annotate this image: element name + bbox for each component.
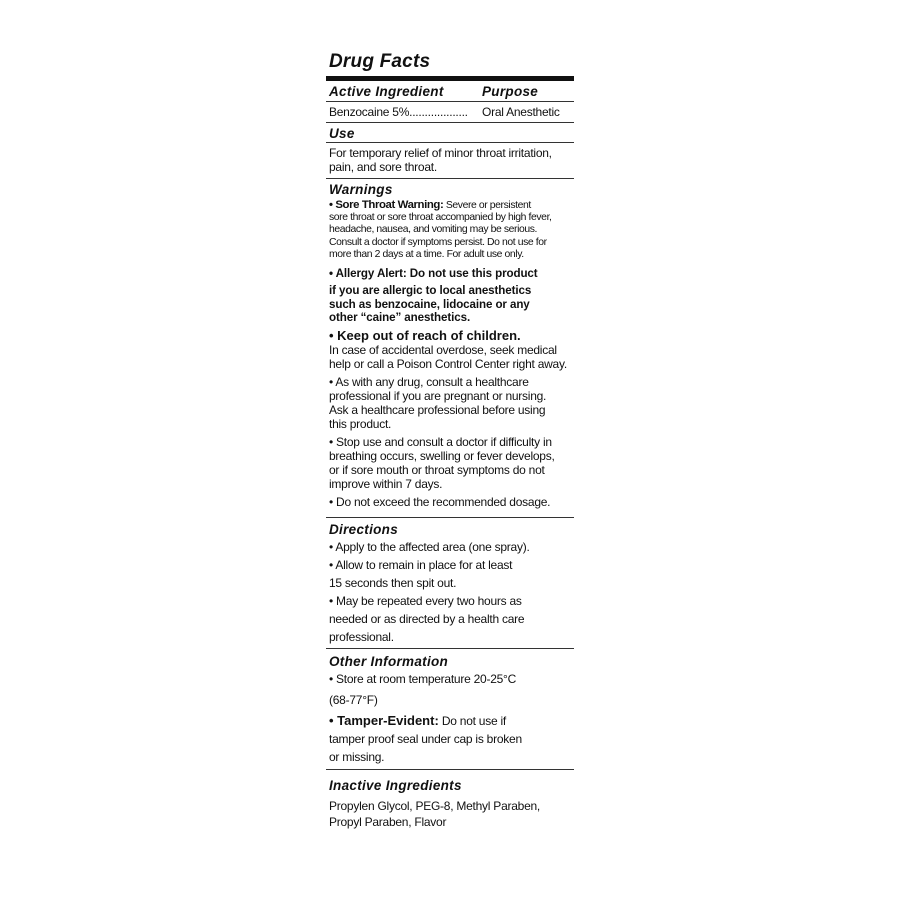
pregnant-line: • As with any drug, consult a healthcare	[329, 374, 529, 389]
active-ingredient-row	[326, 105, 574, 119]
inactive-ingredients-text	[326, 798, 574, 830]
storage-line: (68-77°F)	[329, 692, 378, 707]
sore-throat-label: • Sore Throat Warning:	[329, 199, 444, 211]
directions-line: professional.	[329, 629, 394, 644]
directions-line: 15 seconds then spit out.	[329, 575, 457, 590]
keep-out-heading: • Keep out of reach of children.	[329, 327, 521, 343]
tamper-evident-text: Do not use if	[438, 713, 506, 728]
sore-throat-line: Consult a doctor if symptoms persist. Do not use for	[329, 236, 547, 248]
sore-throat-text: Severe or persistent	[443, 200, 531, 211]
divider-active	[326, 122, 574, 123]
stop-line: improve within 7 days.	[329, 476, 443, 491]
sore-throat-line: sore throat or sore throat accompanied by high fever,	[329, 212, 552, 224]
sore-throat-line: more than 2 days at a time. For adult use only.	[329, 248, 524, 260]
dosage-warning: • Do not exceed the recommended dosage.	[329, 494, 551, 509]
pregnant-line: Ask a healthcare professional before using	[329, 402, 546, 417]
sore-throat-line: headache, nausea, and vomiting may be serious.	[329, 224, 538, 236]
pregnant-nursing-warning	[326, 375, 574, 431]
tamper-evident-label: • Tamper-Evident:	[329, 712, 439, 728]
sore-throat-warning	[326, 199, 574, 261]
inactive-ingredients-header: Inactive Ingredients	[329, 777, 462, 793]
pregnant-line: professional if you are pregnant or nursing.	[329, 388, 547, 403]
tamper-line: or missing.	[329, 749, 385, 764]
directions-line: needed or as directed by a health care	[329, 611, 525, 626]
drug-facts-panel	[326, 50, 574, 830]
use-text	[326, 146, 574, 174]
divider-active-header	[326, 101, 574, 102]
overdose-line: help or call a Poison Control Center right away.	[329, 356, 567, 371]
divider-directions	[326, 648, 574, 649]
stop-use-warning	[326, 435, 574, 491]
drug-facts-title: Drug Facts	[329, 51, 431, 72]
stop-line: • Stop use and consult a doctor if difficulty in	[329, 434, 552, 449]
allergy-line: • Allergy Alert: Do not use this product	[329, 267, 538, 281]
directions-text	[326, 538, 574, 646]
inactive-line: Propyl Paraben, Flavor	[329, 814, 447, 829]
allergy-alert	[326, 267, 574, 325]
divider-warnings	[326, 517, 574, 518]
other-information-header: Other Information	[329, 653, 449, 669]
overdose-line: In case of accidental overdose, seek medical	[329, 342, 557, 357]
directions-line: • May be repeated every two hours as	[329, 593, 522, 608]
active-ingredient-purpose: Oral Anesthetic	[482, 105, 560, 119]
inactive-line: Propylen Glycol, PEG-8, Methyl Paraben,	[329, 798, 541, 813]
stop-line: or if sore mouth or throat symptoms do not	[329, 462, 545, 477]
pregnant-line: this product.	[329, 416, 392, 431]
tamper-line: tamper proof seal under cap is broken	[329, 731, 522, 746]
active-ingredient-header-row	[326, 84, 574, 99]
purpose-header: Purpose	[482, 84, 539, 99]
divider-use	[326, 178, 574, 179]
directions-line: • Apply to the affected area (one spray).	[329, 539, 530, 554]
directions-header: Directions	[329, 521, 399, 537]
allergy-line: other “caine” anesthetics.	[329, 311, 471, 325]
active-ingredient-header: Active Ingredient	[329, 84, 444, 99]
storage-line: • Store at room temperature 20-25°C	[329, 671, 517, 686]
use-header: Use	[329, 126, 355, 141]
allergy-line: if you are allergic to local anesthetics	[329, 284, 532, 298]
other-information-text	[326, 670, 574, 766]
divider-use-header	[326, 142, 574, 143]
stop-line: breathing occurs, swelling or fever develops,	[329, 448, 555, 463]
directions-line: • Allow to remain in place for at least	[329, 557, 513, 572]
keep-out-of-reach	[326, 329, 574, 371]
warnings-header: Warnings	[329, 182, 393, 197]
use-line: For temporary relief of minor throat irritation,	[329, 146, 552, 160]
use-line: pain, and sore throat.	[329, 160, 437, 174]
active-ingredient-name: Benzocaine 5%...................	[329, 105, 468, 119]
allergy-line: such as benzocaine, lidocaine or any	[329, 297, 530, 311]
title-bar-divider	[326, 76, 574, 81]
divider-other-information	[326, 769, 574, 770]
